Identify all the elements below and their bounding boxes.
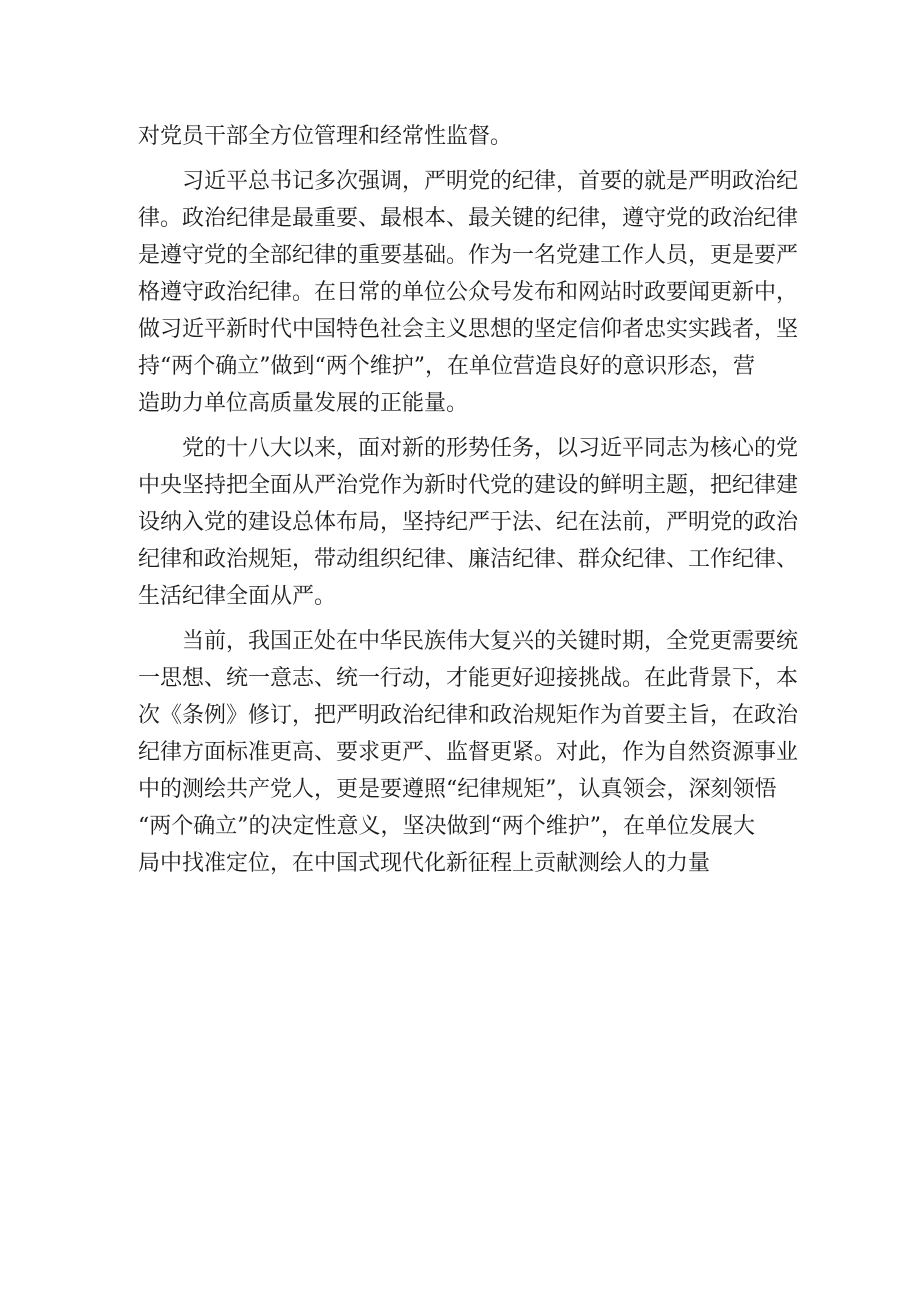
text-line: 习近平总书记多次强调，严明党的纪律，首要的就是严明政治纪: [138, 169, 799, 194]
text-line: 做习近平新时代中国特色社会主义思想的坚定信仰者忠实实践者，坚: [138, 317, 799, 342]
text-line: 设纳入党的建设总体布局，坚持纪严于法、纪在法前，严明党的政治: [138, 510, 799, 535]
text-line: 中央坚持把全面从严治党作为新时代党的建设的鲜明主题，把纪律建: [138, 473, 799, 498]
text-line: 生活纪律全面从严。: [138, 584, 337, 609]
text-line: 格遵守政治纪律。在日常的单位公众号发布和网站时政要闻更新中，: [138, 280, 799, 305]
text-line: 纪律方面标准更高、要求更严、监督更紧。对此，作为自然资源事业: [138, 740, 799, 765]
text-line: 次《条例》修订，把严明政治纪律和政治规矩作为首要主旨，在政治: [138, 703, 799, 728]
text-line: 当前，我国正处在中华民族伟大复兴的关键时期，全党更需要统: [138, 629, 799, 654]
text-line: 律。政治纪律是最重要、最根本、最关键的纪律，遵守党的政治纪律: [138, 206, 799, 231]
text-line: 是遵守党的全部纪律的重要基础。作为一名党建工作人员，更是要严: [138, 243, 799, 268]
text-line: 造助力单位高质量发展的正能量。: [138, 391, 469, 416]
text-line: 对党员干部全方位管理和经常性监督。: [138, 124, 513, 149]
text-line: 党的十八大以来，面对新的形势任务，以习近平同志为核心的党: [138, 436, 799, 461]
text-line: 局中找准定位，在中国式现代化新征程上贡献测绘人的力量: [138, 851, 711, 876]
text-line: 持“两个确立”做到“两个维护”，在单位营造良好的意识形态，营: [138, 354, 755, 379]
text-line: 一思想、统一意志、统一行动，才能更好迎接挑战。在此背景下，本: [138, 666, 799, 691]
text-line: 纪律和政治规矩，带动组织纪律、廉洁纪律、群众纪律、工作纪律、: [138, 547, 799, 572]
text-line: “两个确立”的决定性意义，坚决做到“两个维护”，在单位发展大: [138, 814, 755, 839]
document-body: [138, 118, 799, 882]
text-line: 中的测绘共产党人，更是要遵照“纪律规矩”，认真领会，深刻领悟: [138, 777, 777, 802]
